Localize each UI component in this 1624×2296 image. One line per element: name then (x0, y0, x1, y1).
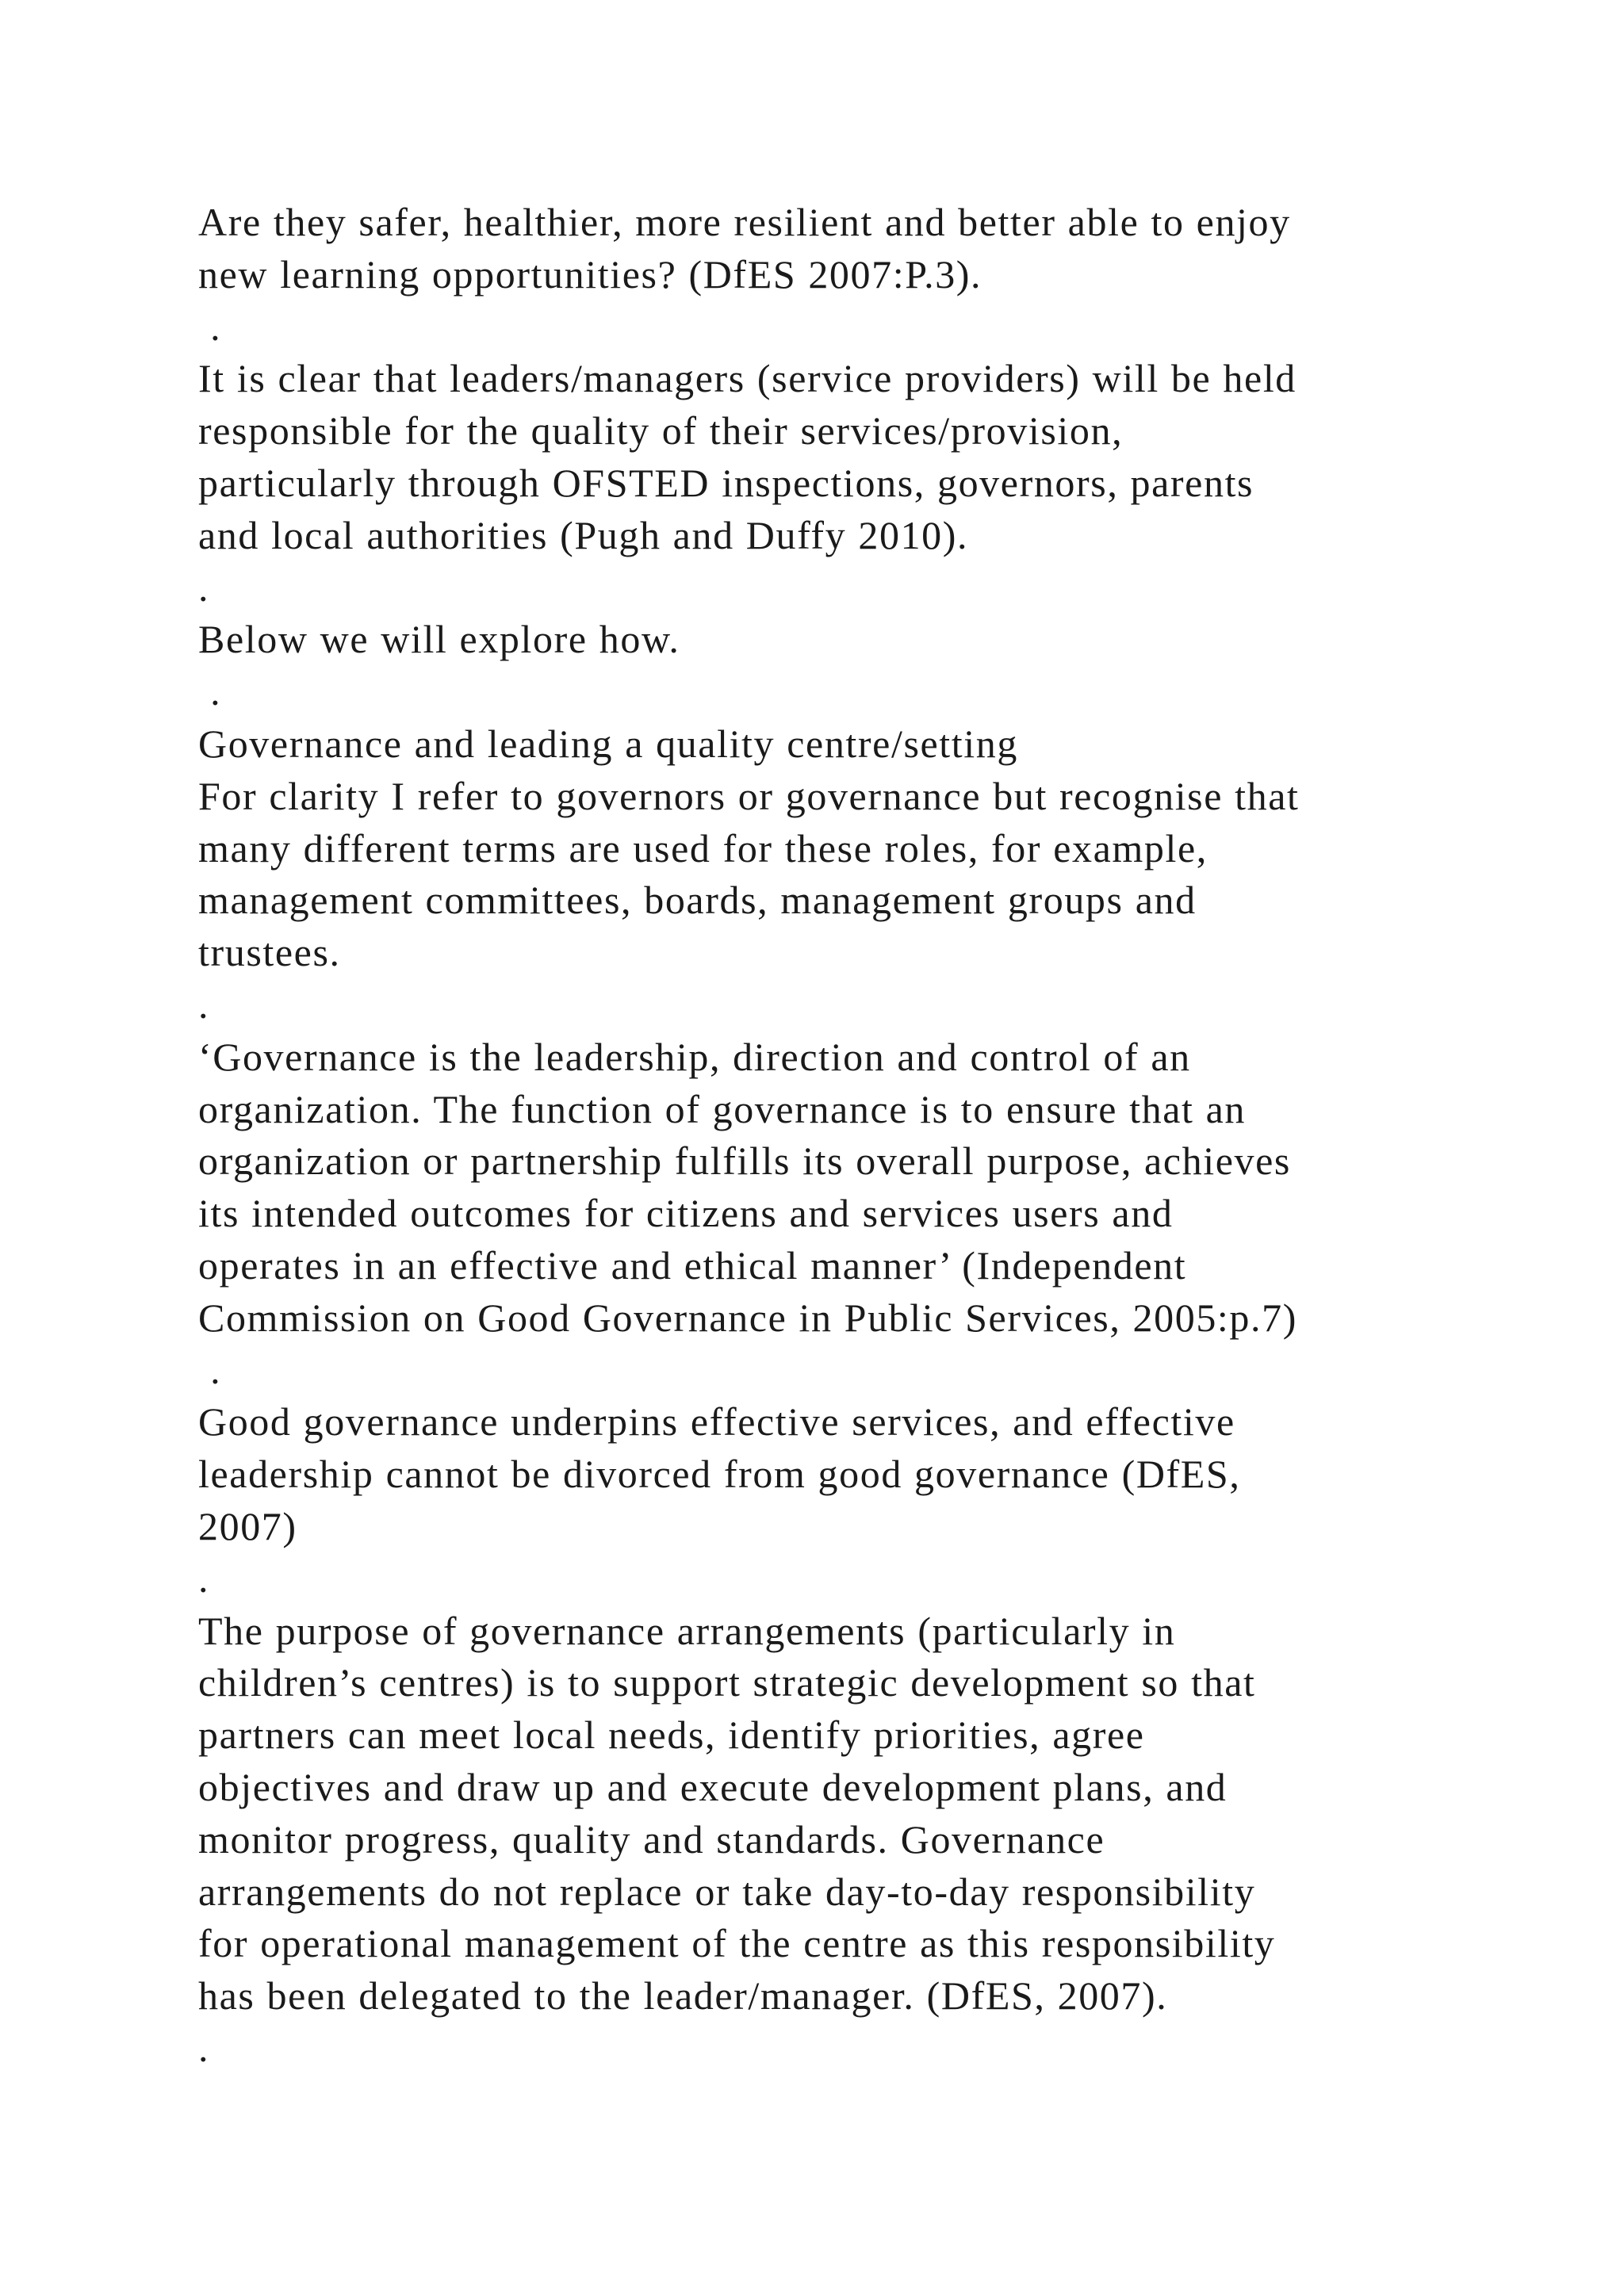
text-line: monitor progress, quality and standards. Governance (198, 1816, 1105, 1862)
text-line: for operational management of the centre as this responsibility (198, 1921, 1276, 1966)
text-line: It is clear that leaders/managers (service providers) will be held (198, 356, 1297, 401)
body-text (198, 197, 1530, 2075)
quote-line: ‘Governance is the leadership, direction and control of an (198, 1034, 1191, 1079)
text-line: . (198, 982, 210, 1027)
text-line: . (198, 304, 222, 349)
text-line: responsible for the quality of their services/provision, (198, 408, 1124, 453)
text-line: The purpose of governance arrangements (particularly in (198, 1608, 1176, 1653)
quote-line: operates in an effective and ethical manner’ (Independent (198, 1242, 1187, 1288)
quote-line: organization. The function of governance is to ensure that an (198, 1086, 1247, 1131)
text-line: . (198, 2025, 210, 2070)
text-line: and local authorities (Pugh and Duffy 2010). (198, 512, 969, 557)
text-line: 2007) (198, 1503, 297, 1548)
quote-line: Commission on Good Governance in Public Services, 2005:p.7) (198, 1295, 1297, 1340)
text-line: . (198, 669, 222, 714)
text-line: trustees. (198, 930, 341, 975)
text-line: management committees, boards, management groups and (198, 878, 1197, 923)
text-line: For clarity I refer to governors or governance but recognise that (198, 773, 1300, 818)
text-line: has been delegated to the leader/manager. (DfES, 2007). (198, 1973, 1168, 2019)
text-line: . (198, 1347, 222, 1392)
text-line: many different terms are used for these roles, for example, (198, 825, 1208, 871)
text-line: Are they safer, healthier, more resilient and better able to enjoy (198, 200, 1291, 244)
text-line: partners can meet local needs, identify priorities, agree (198, 1712, 1145, 1758)
text-line: leadership cannot be divorced from good governance (DfES, (198, 1452, 1241, 1497)
text-line: children’s centres) is to support strategic development so that (198, 1660, 1256, 1705)
text-line: . (198, 564, 210, 610)
text-line: Below we will explore how. (198, 617, 680, 662)
text-line: . (198, 1556, 210, 1601)
text-line: particularly through OFSTED inspections, governors, parents (198, 460, 1254, 505)
text-line: new learning opportunities? (DfES 2007:P.3). (198, 251, 982, 297)
text-line: Good governance underpins effective services, and effective (198, 1399, 1235, 1445)
text-line: objectives and draw up and execute development plans, and (198, 1764, 1228, 1809)
text-line: arrangements do not replace or take day-to-day responsibility (198, 1869, 1256, 1914)
section-heading: Governance and leading a quality centre/setting (198, 721, 1018, 766)
quote-line: organization or partnership fulfills its overall purpose, achieves (198, 1138, 1291, 1184)
quote-line: its intended outcomes for citizens and services users and (198, 1191, 1174, 1236)
